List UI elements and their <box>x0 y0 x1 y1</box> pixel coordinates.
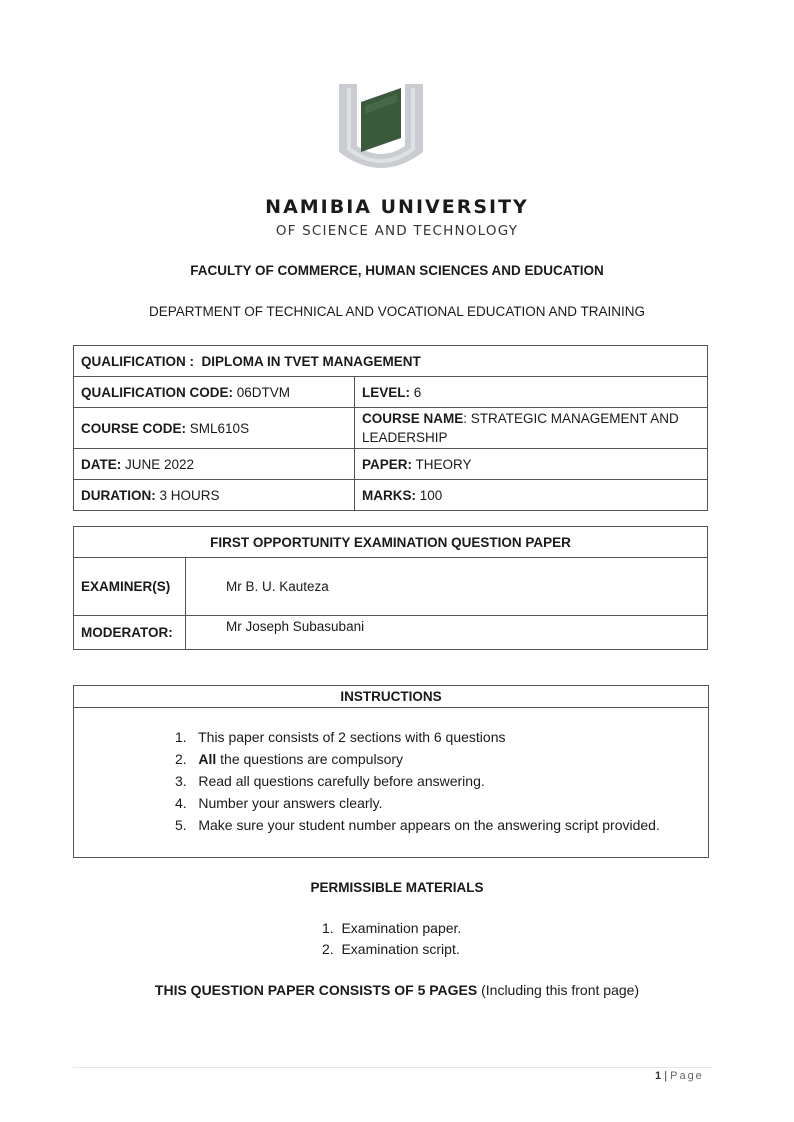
list-item <box>175 814 660 836</box>
course-name-label: COURSE NAME <box>362 411 464 426</box>
course-code-label: COURSE CODE: <box>81 420 187 436</box>
date-label: DATE: <box>81 456 122 472</box>
examiner-value: Mr B. U. Kauteza <box>186 558 708 616</box>
instructions-title: INSTRUCTIONS <box>74 686 708 708</box>
course-code-value: SML610S <box>189 420 250 436</box>
examiner-table <box>73 526 708 650</box>
list-text: Read all questions carefully before answering. <box>198 773 485 789</box>
table-row <box>74 558 708 616</box>
instructions-list <box>175 726 660 836</box>
paper-cell <box>355 449 708 480</box>
course-code-cell <box>74 408 355 449</box>
shield-icon <box>335 80 427 180</box>
marks-label: MARKS: <box>362 487 416 503</box>
examiner-label: EXAMINER(S) <box>74 558 186 616</box>
page-separator: | <box>664 1070 668 1082</box>
duration-label: DURATION: <box>81 487 156 503</box>
page-count-note <box>0 982 794 998</box>
page-count-bold: THIS QUESTION PAPER CONSISTS OF 5 PAGES <box>154 982 478 998</box>
paper-label: PAPER: <box>362 456 413 472</box>
course-name-value: STRATEGIC MANAGEMENT AND LEADERSHIP <box>362 411 679 445</box>
date-cell <box>74 449 355 480</box>
level-value: 6 <box>413 384 422 400</box>
list-item <box>322 939 461 960</box>
list-item <box>175 792 660 814</box>
table-row <box>74 449 708 480</box>
list-text: the questions are compulsory <box>216 751 404 767</box>
university-name: NAMIBIA UNIVERSITY <box>265 196 529 218</box>
marks-cell <box>355 480 708 511</box>
marks-value: 100 <box>419 487 443 503</box>
qualification-value: DIPLOMA IN TVET MANAGEMENT <box>201 353 421 369</box>
list-item <box>175 770 660 792</box>
list-number: 5. <box>175 817 187 833</box>
level-label: LEVEL: <box>362 384 411 400</box>
list-item <box>175 748 660 770</box>
faculty-heading: FACULTY OF COMMERCE, HUMAN SCIENCES AND EDUCATION <box>190 263 604 278</box>
list-number: 4. <box>175 795 187 811</box>
qualification-code-value: 06DTVM <box>236 384 291 400</box>
list-number: 3. <box>175 773 187 789</box>
qualification-label: QUALIFICATION : <box>81 353 194 369</box>
department-heading: DEPARTMENT OF TECHNICAL AND VOCATIONAL EDUCATION AND TRAINING <box>148 304 646 319</box>
page-word: Page <box>670 1070 704 1082</box>
list-text: This paper consists of 2 sections with 6 questions <box>198 729 506 745</box>
university-subtitle: OF SCIENCE AND TECHNOLOGY <box>275 223 519 239</box>
paper-value: THEORY <box>415 456 472 472</box>
duration-cell <box>74 480 355 511</box>
list-text: Examination paper. <box>341 920 462 936</box>
date-value: JUNE 2022 <box>125 456 195 472</box>
qualification-code-cell <box>74 377 355 408</box>
table-row <box>74 616 708 650</box>
qualification-code-label: QUALIFICATION CODE: <box>81 384 233 400</box>
instructions-box <box>73 685 709 858</box>
list-text: Number your answers clearly. <box>198 795 383 811</box>
table-row <box>74 480 708 511</box>
permissible-title: PERMISSIBLE MATERIALS <box>310 880 484 895</box>
page-number-value: 1 <box>655 1070 662 1082</box>
list-number: 2. <box>175 751 187 767</box>
duration-value: 3 HOURS <box>159 487 220 503</box>
list-number: 1. <box>175 729 187 745</box>
exam-title: FIRST OPPORTUNITY EXAMINATION QUESTION PAPER <box>74 527 708 558</box>
moderator-label: MODERATOR: <box>74 616 186 650</box>
university-logo <box>335 80 427 180</box>
list-text: Make sure your student number appears on the answering script provided. <box>198 817 660 833</box>
list-item <box>322 918 461 939</box>
moderator-value: Mr Joseph Subasubani <box>186 616 708 650</box>
list-item <box>175 726 660 748</box>
table-row <box>74 346 708 377</box>
list-text: Examination script. <box>341 941 460 957</box>
page-number <box>655 1070 704 1082</box>
page-count-normal: (Including this front page) <box>477 982 640 998</box>
qualification-cell <box>74 346 708 377</box>
list-number: 2. <box>322 941 334 957</box>
course-name-cell: COURSE NAME: STRATEGIC MANAGEMENT AND LEADERSHIP <box>355 408 708 449</box>
level-cell <box>355 377 708 408</box>
permissible-list <box>322 918 461 960</box>
qualification-table <box>73 345 708 511</box>
table-row <box>74 408 708 449</box>
table-row <box>74 527 708 558</box>
list-bold-text: All <box>198 751 217 767</box>
footer-divider <box>73 1067 713 1068</box>
list-number: 1. <box>322 920 334 936</box>
table-row <box>74 377 708 408</box>
